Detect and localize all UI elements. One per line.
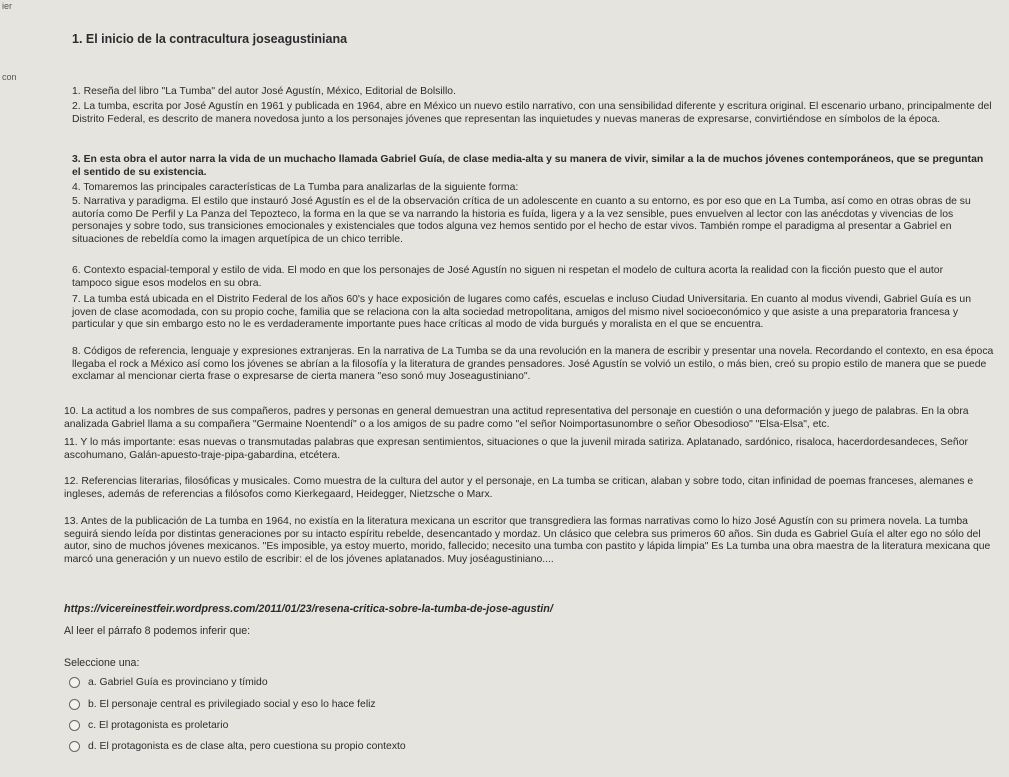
radio-button-icon[interactable] xyxy=(69,677,80,688)
list-item: 7. La tumba está ubicada en el Distrito Federal de los años 60's y hace exposición de lugares como cafés, escuelas e incluso Ciudad Universitaria. En cuanto al modus vivendi, Gabriel Guía es un joven de clase acomodada, con su propio coche, familia que se relaciona con la alta sociedad metropolitana, amigos del mismo nivel socioeconómico y que asiste a una preparatoria francesa y particular y que sin embargo esto no le es verdaderamente importante pues hace críticas al modo de vida burgués y moralista en el que se encuentra. xyxy=(72,294,971,331)
question-prompt: Al leer el párrafo 8 podemos inferir que: xyxy=(64,625,251,637)
option-label: c. El protagonista es proletario xyxy=(88,720,229,731)
option-label: d. El protagonista es de clase alta, pero cuestiona su propio contexto xyxy=(88,741,406,752)
edge-text-left: con xyxy=(2,72,17,82)
list-item: 10. La actitud a los nombres de sus compañeros, padres y personas en general demuestran una actitud representativa del personaje en cuestión o una deformación y juego de palabras. En la obra analizada Gabriel llama a su compañera "Germaine Noentendí" o a los amigos de su padre como "el señor Noimportasunombre o señor Obesodioso" "Elsa-Elsa", etc. xyxy=(64,406,969,430)
radio-button-icon[interactable] xyxy=(69,699,80,710)
edge-text-top: ier xyxy=(2,1,13,11)
list-item: 12. Referencias literarias, filosóficas y musicales. Como muestra de la cultura del autor y el personaje, en La tumba se critican, alaban y sobre todo, citan infinidad de poemas franceses, alemanes e ingleses, además de referencias a filósofos como Kierkegaard, Heidegger, Nietzsche o Marx. xyxy=(64,476,974,500)
option-b[interactable] xyxy=(69,699,376,710)
radio-button-icon[interactable] xyxy=(69,720,80,731)
source-url: https://vicereinestfeir.wordpress.com/2011/01/23/resena-critica-sobre-la-tumba-de-jose-agustin/ xyxy=(64,603,553,615)
list-item: 5. Narrativa y paradigma. El estilo que instauró José Agustín es el de la observación crítica de un adolescente en cuanto a su entorno, es por eso que en La Tumba, así como en otras obras de su autoría como De Perfil y La Panza del Tepozteco, la forma en la que se va narrando la historia es fuída, ligera y a la vez sensible, pues envuelven al lector con las anécdotas y vivencias de los personajes y sobre todo, sus transiciones emocionales y existenciales que todos alguna vez hemos sentido por el hecho de estar vivos. También rompe el paradigma al presentar a Gabriel en situaciones de rebeldía como la imagen arquetípica de un chico terrible. xyxy=(72,196,971,245)
list-item: 13. Antes de la publicación de La tumba en 1964, no existía en la literatura mexicana un escritor que transgrediera las formas narrativas como lo hizo José Agustín con su primera novela. La tumba seguirá siendo leída por distintas generaciones por su intacto espíritu rebelde, desencantado y mordaz. Un clásico que celebra sus primeros 60 años. Sin duda es Gabriel Guía el alter ego no sólo del autor, sino de muchos jóvenes mexicanos. "Es imposible, ya estoy muerto, morido, fallecido; necesito una tumba con pastito y lápida limpia" Es La tumba una obra maestra de la literatura mexicana que marcó una generación y un nuevo estilo de escribir: el de los jóvenes aplatanados. Muy joséagustiniano.... xyxy=(64,516,991,565)
option-label: b. El personaje central es privilegiado social y eso lo hace feliz xyxy=(88,699,376,710)
list-item: 2. La tumba, escrita por José Agustín en 1961 y publicada en 1964, abre en México un nuevo estilo narrativo, con una sensibilidad diferente y escritura original. El escenario urbano, principalmente del Distrito Federal, es descrito de manera novedosa junto a los personajes jóvenes que representan las inquietudes y nuevas maneras de expresarse, convirtiéndose en símbolos de la época. xyxy=(72,101,992,125)
list-item: 6. Contexto espacial-temporal y estilo de vida. El modo en que los personajes de José Agustín no siguen ni respetan el modelo de cultura acorta la realidad con la ficción puesto que el autor tampoco sigue esos modelos en su obra. xyxy=(72,265,944,289)
question-title: 1. El inicio de la contracultura joseagustiniana xyxy=(72,32,348,46)
list-item: 11. Y lo más importante: esas nuevas o transmutadas palabras que expresan sentimientos, situaciones o que la juvenil mirada satiriza. Aplatanado, sardónico, risaloca, hacerdordesandeces, Señor ascohumano, Galán-apuesto-traje-pipa-gabardina, etcétera. xyxy=(64,437,968,461)
list-item: 1. Reseña del libro "La Tumba" del autor José Agustín, México, Editorial de Bolsillo. xyxy=(72,86,456,97)
option-a[interactable] xyxy=(69,677,268,688)
list-item: 4. Tomaremos las principales características de La Tumba para analizarlas de la siguiente forma: xyxy=(72,182,519,193)
option-d[interactable] xyxy=(69,741,406,752)
list-item: 8. Códigos de referencia, lenguaje y expresiones extranjeras. En la narrativa de La Tumba se da una revolución en la manera de escribir y presentar una novela. Recordando el contexto, en esa época llegaba el rock a México así como los jóvenes se abrían a la filosofía y la literatura de grandes pensadores. José Agustín se volvió un estilo, o más bien, creó su propio estilo de manera que se puede exclamar al mencionar cierta frase o expresarse de cierta manera "eso sonó muy Joseagustiniano". xyxy=(72,346,994,383)
option-label: a. Gabriel Guía es provinciano y tímido xyxy=(88,677,268,688)
radio-button-icon[interactable] xyxy=(69,741,80,752)
select-label: Seleccione una: xyxy=(64,657,140,669)
list-item: 3. En esta obra el autor narra la vida de un muchacho llamada Gabriel Guía, de clase media-alta y su manera de vivir, similar a la de muchos jóvenes contemporáneos, que se preguntan el sentido de su existencia. xyxy=(72,154,984,178)
option-c[interactable] xyxy=(69,720,228,731)
